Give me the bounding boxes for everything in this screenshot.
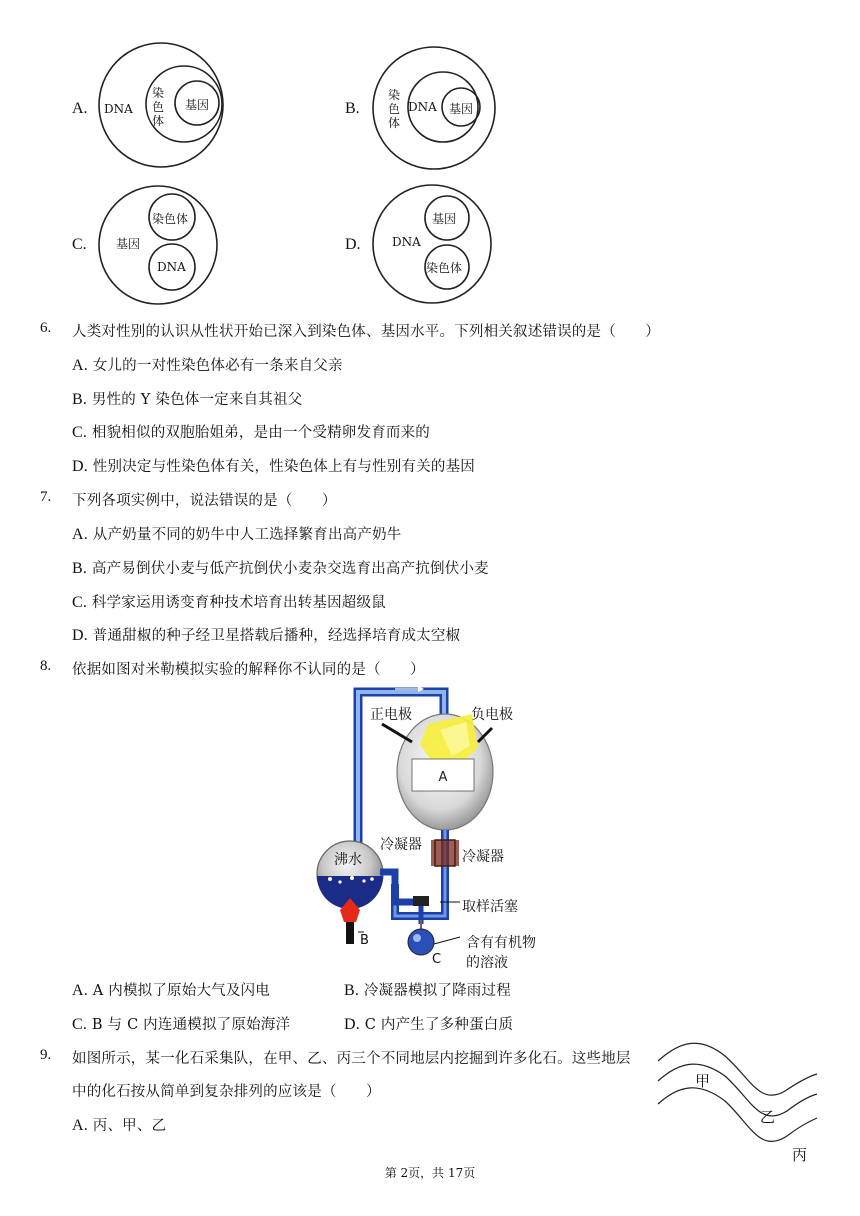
stratum-jia-label: 甲 bbox=[695, 1072, 711, 1090]
stratum-bing-label: 丙 bbox=[792, 1146, 808, 1164]
boiling-water-label: 沸水 bbox=[334, 852, 362, 868]
venn-label-outer: DNA bbox=[392, 235, 421, 249]
option-c: C. 相貌相似的双胞胎姐弟，是由一个受精卵发育而来的 bbox=[72, 424, 430, 441]
negative-electrode-label: 负电极 bbox=[471, 707, 513, 723]
question-text-line1: 如图所示，某一化石采集队，在甲、乙、丙三个不同地层内挖掘到许多化石。这些地层 bbox=[72, 1051, 631, 1067]
venn-label-bottom: DNA bbox=[157, 260, 186, 274]
stopcock-label: 取样活塞 bbox=[462, 899, 518, 915]
venn-label-outer: 染色体 bbox=[388, 88, 401, 130]
page-footer: 第 2页，共 17页 bbox=[384, 1166, 476, 1180]
venn-label-middle: 染色体 bbox=[152, 86, 165, 128]
venn-label-inner: 基因 bbox=[185, 98, 210, 112]
condenser-label-right: 冷凝器 bbox=[462, 849, 504, 865]
option-letter: C. bbox=[72, 236, 87, 253]
option-c: C. 科学家运用诱变育种技术培育出转基因超级鼠 bbox=[72, 594, 386, 611]
question-text: 下列各项实例中，说法错误的是（ ） bbox=[72, 493, 337, 509]
option-d: D. 性别决定与性染色体有关，性染色体上有与性别有关的基因 bbox=[72, 458, 475, 475]
option-b: B. 高产易倒伏小麦与低产抗倒伏小麦杂交选育出高产抗倒伏小麦 bbox=[72, 560, 489, 577]
option-a: A. 从产奶量不同的奶牛中人工选择繁育出高产奶牛 bbox=[72, 526, 402, 543]
venn-label-top: 染色体 bbox=[152, 212, 189, 226]
venn-label-outer: 基因 bbox=[116, 237, 141, 251]
venn-label-inner: 基因 bbox=[449, 102, 474, 116]
stratum-yi-label: 乙 bbox=[760, 1108, 776, 1126]
miller-experiment-diagram bbox=[300, 684, 560, 974]
venn-label-outer: DNA bbox=[104, 102, 133, 116]
option-b: B. 男性的 Y 染色体一定来自其祖父 bbox=[72, 391, 303, 408]
venn-diagram-c bbox=[96, 184, 220, 306]
solution-label-line2: 的溶液 bbox=[466, 955, 508, 971]
option-d: D. 普通甜椒的种子经卫星搭载后播种，经选择培育成太空椒 bbox=[72, 627, 461, 644]
question-number: 8. bbox=[40, 658, 52, 674]
venn-label-middle: DNA bbox=[408, 100, 437, 114]
question-text-line2: 中的化石按从简单到复杂排列的应该是（ ） bbox=[72, 1084, 381, 1100]
option-letter: B. bbox=[345, 100, 360, 117]
question-text: 依据如图对米勒模拟实验的解释你不认同的是（ ） bbox=[72, 662, 425, 678]
option-b: B. 冷凝器模拟了降雨过程 bbox=[344, 982, 511, 999]
condenser-label-left: 冷凝器 bbox=[380, 837, 422, 853]
venn-label-bottom: 染色体 bbox=[426, 261, 463, 275]
venn-diagram-d bbox=[370, 182, 494, 306]
option-letter: A. bbox=[72, 100, 88, 117]
option-letter: D. bbox=[345, 236, 361, 253]
question-number: 7. bbox=[40, 489, 52, 505]
flask-label: C bbox=[432, 952, 442, 967]
chamber-label: A bbox=[438, 770, 448, 785]
option-d: D. C 内产生了多种蛋白质 bbox=[344, 1016, 514, 1033]
question-text: 人类对性别的认识从性状开始已深入到染色体、基因水平。下列相关叙述错误的是（ ） bbox=[72, 324, 660, 340]
option-c: C. B 与 C 内连通模拟了原始海洋 bbox=[72, 1016, 291, 1033]
venn-label-top: 基因 bbox=[432, 212, 457, 226]
option-a: A. 丙、甲、乙 bbox=[72, 1117, 167, 1134]
heater-label: B bbox=[360, 933, 369, 948]
question-number: 9. bbox=[40, 1047, 52, 1063]
question-number: 6. bbox=[40, 320, 52, 336]
option-a: A. 女儿的一对性染色体必有一条来自父亲 bbox=[72, 357, 343, 374]
option-a: A. A 内模拟了原始大气及闪电 bbox=[72, 982, 270, 999]
solution-label-line1: 含有有机物 bbox=[466, 935, 536, 951]
positive-electrode-label: 正电极 bbox=[370, 707, 412, 723]
